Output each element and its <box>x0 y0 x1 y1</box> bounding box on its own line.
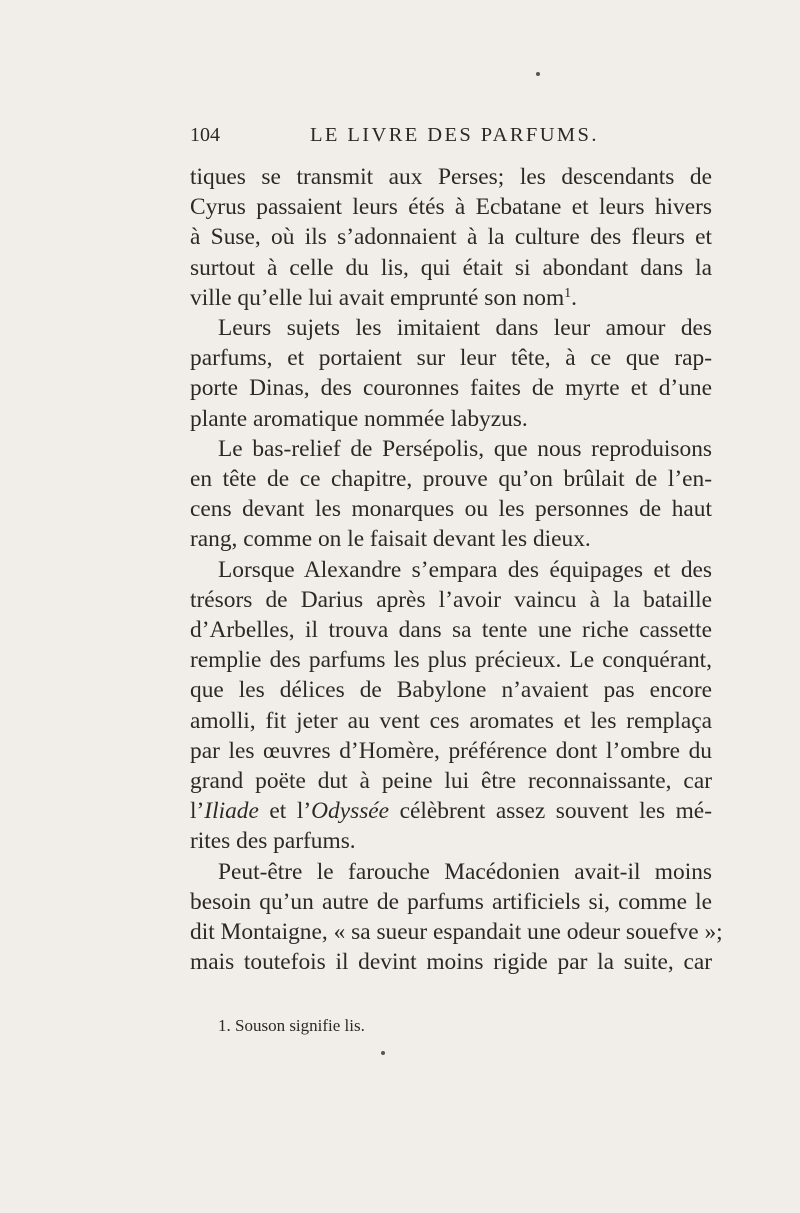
paragraph <box>190 857 723 978</box>
text-line: ville qu’elle lui avait emprunté son nom$^1$. <box>190 284 578 311</box>
text-line: Le bas-relief de Persépolis, que nous reproduisons <box>218 435 712 462</box>
print-speck <box>536 72 540 76</box>
title-italic: Iliade <box>204 798 259 825</box>
text-line: en tête de ce chapitre, prouve qu’on brûlait de l’en- <box>190 466 712 493</box>
text-line: trésors de Darius après l’avoir vaincu à la bataille <box>190 586 712 613</box>
print-speck <box>381 1051 385 1055</box>
text-line: plante aromatique nommée labyzus. <box>190 405 528 432</box>
text-line: tiques se transmit aux Perses; les descendants de <box>190 164 712 190</box>
text-line: Lorsque Alexandre s’empara des équipages et des <box>218 556 712 583</box>
footnote-text: Souson signifie lis. <box>235 1016 365 1035</box>
paragraph <box>190 313 712 434</box>
running-title: LE LIVRE DES PARFUMS. <box>310 124 599 146</box>
text-span: et l’ <box>258 798 312 825</box>
text-line: rites des parfums. <box>190 828 356 855</box>
text-line: que les délices de Babylone n’avaient pas encore <box>190 677 712 704</box>
text-line <box>190 796 712 826</box>
text-line: à Suse, où ils s’adonnaient à la culture des fleurs et <box>190 224 712 251</box>
text-line: par les œuvres d’Homère, préférence dont l’ombre du <box>190 737 712 764</box>
text-line: dit Montaigne, « sa sueur espandait une odeur souefve »; <box>190 919 723 946</box>
text-line: surtout à celle du lis, qui était si abondant dans la <box>190 254 712 281</box>
text-line: mais toutefois il devint moins rigide par la suite, car <box>190 949 712 976</box>
text-line: grand poëte dut à peine lui être reconnaissante, car <box>190 768 712 795</box>
paragraph <box>190 555 712 857</box>
text-line: d’Arbelles, il trouva dans sa tente une riche cassette <box>190 617 712 644</box>
text-line: Leurs sujets les imitaient dans leur amour des <box>218 315 712 342</box>
text-span: célèbrent assez souvent les mé- <box>389 798 712 825</box>
paragraph <box>190 434 712 555</box>
text-line: Peut-être le farouche Macédonien avait-il moins <box>218 858 712 885</box>
page-number: 104 <box>190 124 220 146</box>
text-line: cens devant les monarques ou les personnes de haut <box>190 496 712 523</box>
text-span: l’ <box>190 798 205 825</box>
text-line: rang, comme on le faisait devant les dieux. <box>190 526 591 553</box>
text-line: Cyrus passaient leurs étés à Ecbatane et leurs hivers <box>190 194 712 221</box>
text-span: ville qu’elle lui avait emprunté son nom <box>190 284 565 311</box>
text-line: amolli, fit jeter au vent ces aromates et les remplaça <box>190 707 712 734</box>
paragraph <box>190 162 712 313</box>
footnote-ref: 1 <box>564 285 572 301</box>
footnote <box>218 1015 365 1037</box>
text-line: besoin qu’un autre de parfums artificiels si, comme le <box>190 888 712 915</box>
footnote-number: 1. <box>218 1016 231 1035</box>
title-italic: Odyssée <box>311 798 390 825</box>
text-line: parfums, et portaient sur leur tête, à ce que rap- <box>190 345 712 372</box>
text-line: remplie des parfums les plus précieux. Le conquérant, <box>190 647 712 674</box>
body-text <box>190 162 723 977</box>
text-line: porte Dinas, des couronnes faites de myrte et d’une <box>190 375 712 402</box>
